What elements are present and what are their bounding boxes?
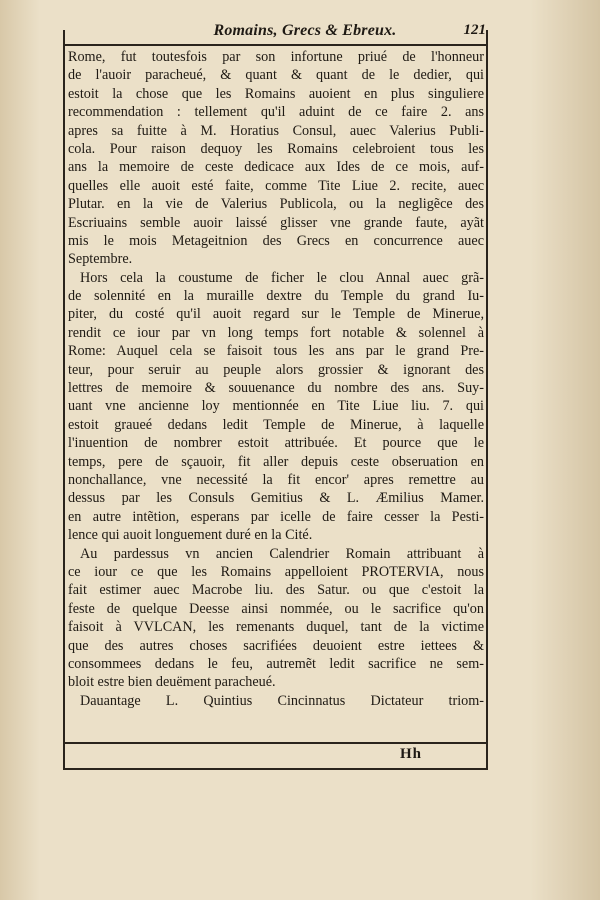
footer-rule-lower (63, 768, 488, 770)
left-border-rule (63, 30, 65, 770)
page-number: 121 (463, 22, 486, 38)
text-line: en autre intẽtion, esperans par icelle de faire cesser la Pesti- (68, 508, 484, 525)
text-line: consommees dedans le feu, autremẽt ledit sacrifice ne sem- (68, 655, 484, 672)
text-line: Rome, fut toutesfois par son infortune priué de l'honneur (68, 49, 484, 65)
text-line: piter, du costé qu'il auoit regard sur le Temple de Minerue, (68, 306, 484, 323)
text-line: Escriuains semble auoir laissé glisser vne grande faute, ayãt (68, 214, 484, 231)
text-line: cola. Pour raison dequoy les Romains celebroient tous les (68, 140, 484, 157)
text-line: apres sa fuitte à M. Horatius Consul, auec Valerius Publi- (68, 122, 484, 139)
paragraph-first-line: Hors cela la coustume de ficher le clou Annal auec grã- (80, 269, 484, 286)
text-line: quelles elle auoit esté faite, comme Tite Liue 2. recite, auec (68, 177, 484, 194)
text-line: ans la memoire de ceste dedicace aux Ides de ce mois, auf- (68, 159, 484, 176)
body-text (68, 48, 484, 710)
text-line: Plutar. en la vie de Valerius Publicola, ou la negligẽce des (68, 196, 484, 213)
text-line: lence qui auoit longuement duré en la Cité. (68, 527, 313, 544)
text-line: Rome: Auquel cela se faisoit tous les ans par le grand Pre- (68, 343, 484, 360)
text-line: estoit graueé dedans ledit Temple de Minerue, à laquelle (68, 416, 484, 433)
text-line: Septembre. (68, 251, 133, 268)
signature-mark: Hh (400, 746, 423, 762)
text-line: de l'auoir paracheué, & quant & quant de le dedier, qui (68, 67, 484, 84)
text-line: temps, pere de sçauoir, fit aller depuis ceste obseruation en (68, 453, 484, 470)
text-line: uant vne ancienne loy mentionnée en Tite Liue liu. 7. qui (68, 398, 484, 415)
text-line: lettres de memoire & souuenance du nombre des ans. Suy- (68, 380, 484, 397)
text-line: estoit la chose que les Romains auoient en plus singuliere (68, 85, 484, 102)
text-line: bloit estre bien deuëment paracheué. (68, 674, 276, 691)
footer-rule (63, 742, 488, 744)
text-line: ce iour ce que les Romains appelloient PROTERVIA, nous (68, 563, 484, 580)
right-border-rule (486, 30, 488, 770)
text-line: recommendation : tellement qu'il aduint de ce faire 2. ans (68, 104, 484, 121)
header-rule (63, 44, 488, 46)
running-title: Romains, Grecs & Ebreux. (213, 22, 397, 39)
text-line: faisoit à VVLCAN, les remenants duquel, tant de la victime (68, 619, 484, 636)
text-line: dessus par les Consuls Gemitius & L. Æmilius Mamer. (68, 490, 484, 507)
text-line: l'inuention de nombrer estoit attribuée. Et pource que le (68, 435, 484, 452)
text-line: nonchallance, vne necessité la fit encor' apres remettre au (68, 471, 484, 488)
paragraph-first-line: Au pardessus vn ancien Calendrier Romain attribuant à (80, 545, 484, 562)
text-line: rendit ce iour par vn long temps fort notable & solennel à (68, 324, 484, 341)
paragraph-first-line: Dauantage L. Quintius Cincinnatus Dictateur triom- (80, 692, 484, 709)
text-line: fait estimer auec Macrobe liu. des Satur. ou que c'estoit la (68, 582, 484, 599)
text-line: que des autres choses sacrifiées deuoient estre iettees & (68, 637, 484, 654)
text-line: mis le mois Metageitnion des Grecs en concurrence auec (68, 232, 484, 249)
text-line: de solennité en la muraille dextre du Temple du grand Iu- (68, 288, 484, 305)
text-line: feste de quelque Deesse ainsi nommée, ou le sacrifice qu'on (68, 600, 484, 617)
text-line: teur, pour seruir au peuple alors grossier & ignorant des (68, 361, 484, 378)
